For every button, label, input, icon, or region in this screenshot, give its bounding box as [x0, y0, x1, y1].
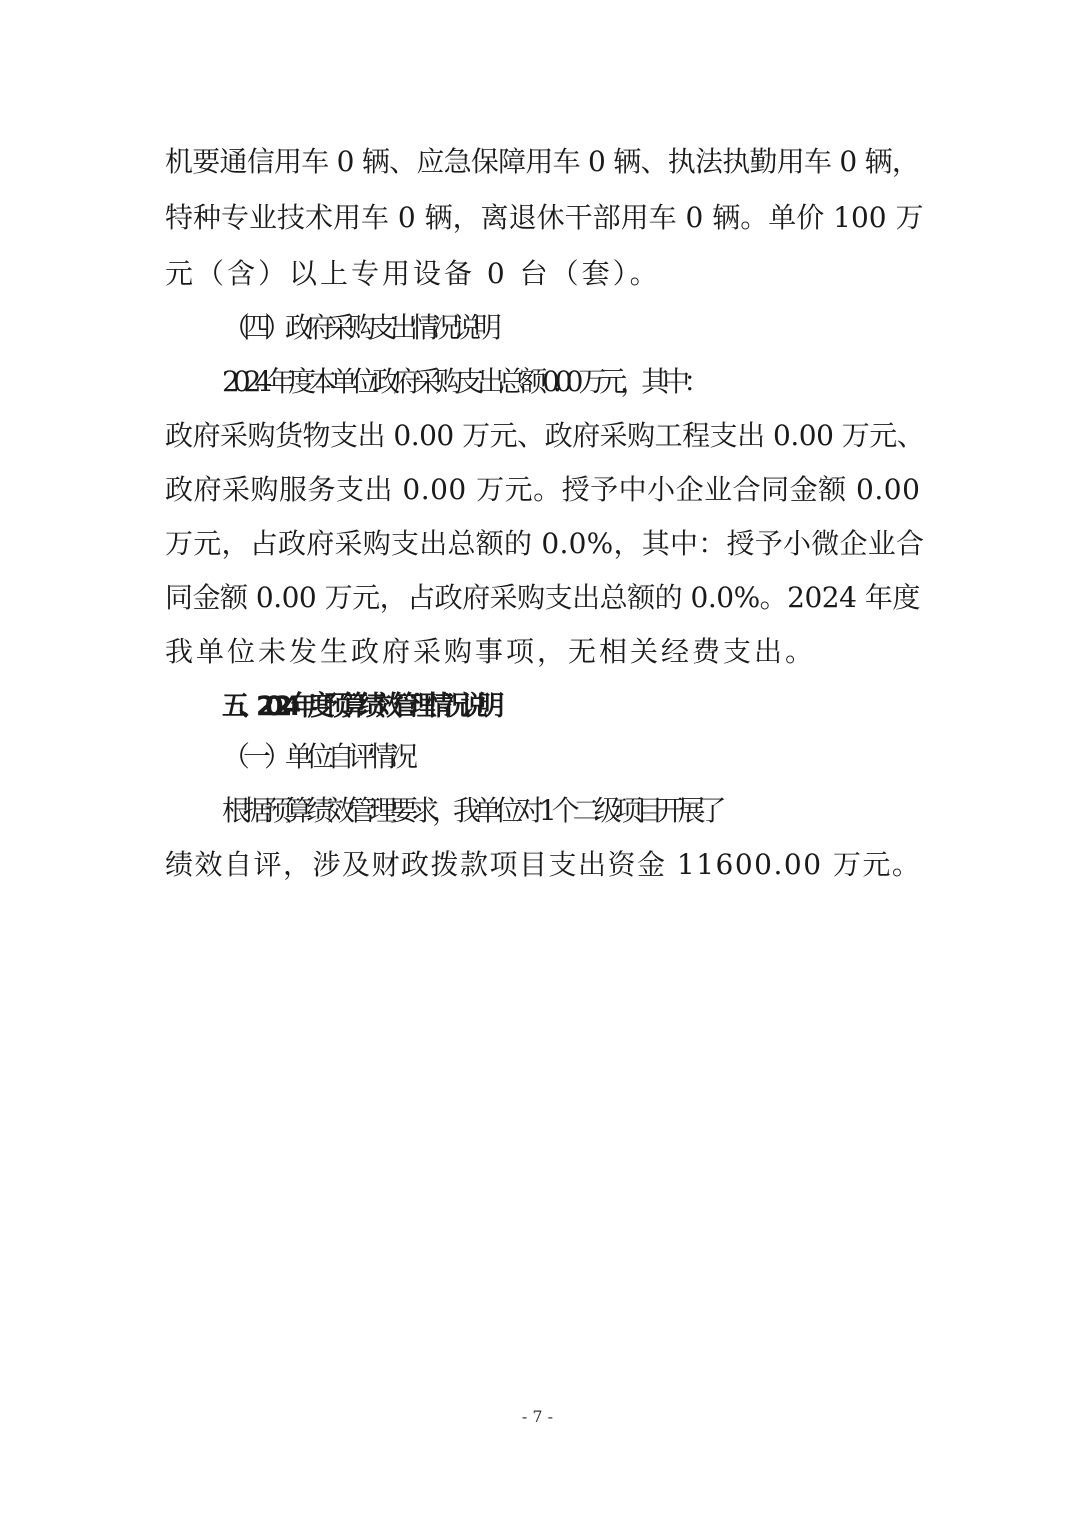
body-text-line: 政府采购货物支出 0.00 万元、政府采购工程支出 0.00 万元、: [165, 419, 925, 452]
body-text-line: 万元，占政府采购支出总额的 0.0%，其中：授予小微企业合: [165, 527, 925, 560]
body-text-line: 2024 年度本单位政府采购支出总额 0.00 万元，其中：: [222, 365, 705, 398]
body-text-line: 我单位未发生政府采购事项，无相关经费支出。: [165, 635, 817, 668]
body-text-line: 同金额 0.00 万元，占政府采购支出总额的 0.0%。2024 年度: [165, 581, 920, 614]
body-text-line: 绩效自评，涉及财政拨款项目支出资金 11600.00 万元。: [165, 848, 922, 881]
body-text-line: 元（含）以上专用设备 0 台（套）。: [165, 257, 661, 290]
page-number: - 7 -: [521, 1407, 554, 1426]
subsection-heading: （四）政府采购支出情况说明: [222, 311, 496, 344]
body-text-line: 机要通信用车 0 辆、应急保障用车 0 辆、执法执勤用车 0 辆，: [165, 145, 920, 178]
subsection-heading: （一）单位自评情况: [222, 740, 412, 773]
body-text-line: 特种专业技术用车 0 辆，离退休干部用车 0 辆。单价 100 万: [165, 201, 924, 234]
body-text-line: 政府采购服务支出 0.00 万元。授予中小企业合同金额 0.00: [165, 473, 921, 506]
section-heading: 五、2024 年度预算绩效管理情况说明: [222, 691, 495, 722]
body-text-line: 根据预算绩效管理要求，我单位对 1 个二级项目开展了: [222, 794, 720, 827]
